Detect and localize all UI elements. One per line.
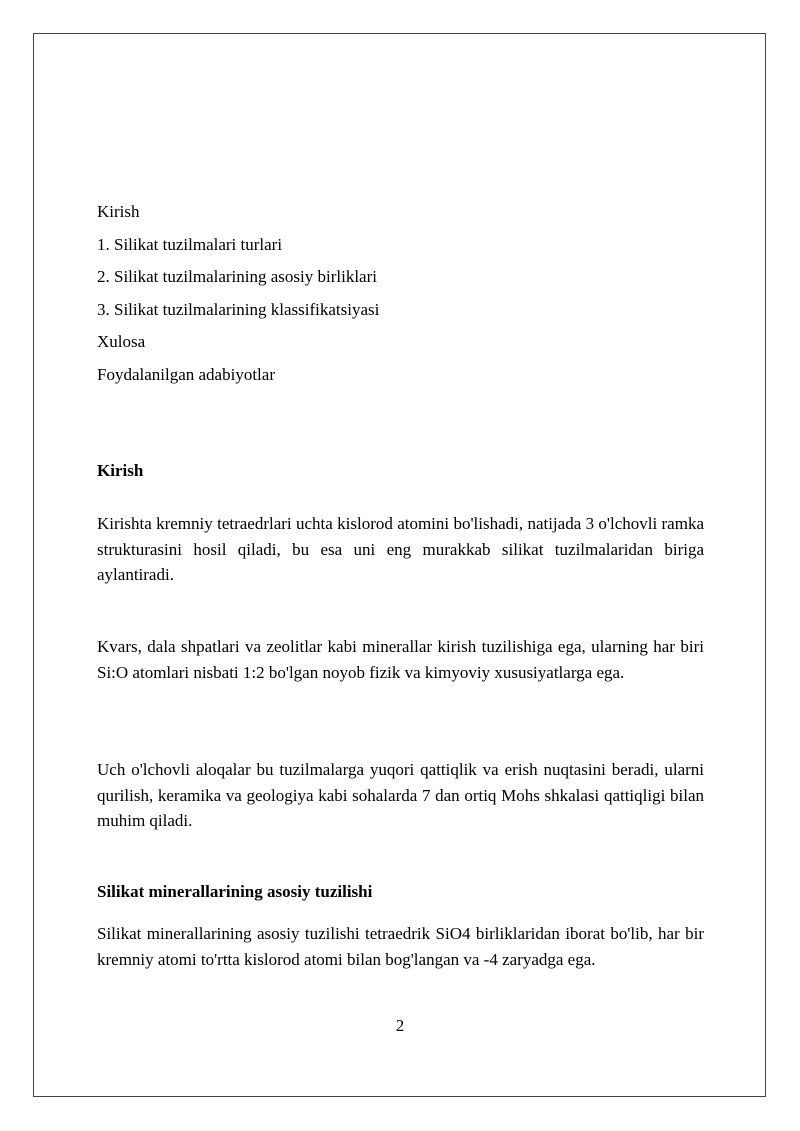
intro-paragraph: Kvars, dala shpatlari va zeolitlar kabi minerallar kirish tuzilishiga ega, ularning har biri Si:O atomlari nisbati 1:2 bo'lgan noyob fizik va kimyoviy xususiyatlarga ega.	[97, 637, 704, 682]
intro-heading: Kirish	[97, 461, 144, 480]
structure-heading: Silikat minerallarining asosiy tuzilishi	[97, 882, 373, 901]
toc-item-section-2: 2. Silikat tuzilmalarining asosiy birliklari	[97, 267, 377, 287]
toc-item-references: Foydalanilgan adabiyotlar	[97, 364, 275, 384]
toc-item-conclusion: Xulosa	[97, 332, 146, 352]
toc-item-section-1: 1. Silikat tuzilmalari turlari	[97, 234, 283, 254]
intro-paragraph: Kirishta kremniy tetraedrlari uchta kislorod atomini bo'lishadi, natijada 3 o'lchovli ramka strukturasini hosil qiladi, bu esa uni eng murakkab silikat tuzilmalaridan biriga aylantiradi.	[97, 514, 704, 584]
structure-paragraph: Silikat minerallarining asosiy tuzilishi tetraedrik SiO4 birliklaridan iborat bo'lib, har bir kremniy atomi to'rtta kislorod atomi bilan bog'langan va -4 zaryadga ega.	[97, 924, 704, 969]
toc-item-section-3: 3. Silikat tuzilmalarining klassifikatsiyasi	[97, 299, 380, 319]
table-of-contents	[97, 198, 704, 394]
intro-paragraph: Uch o'lchovli aloqalar bu tuzilmalarga yuqori qattiqlik va erish nuqtasini beradi, ularni qurilish, keramika va geologiya kabi sohalarda 7 dan ortiq Mohs shkalasi qattiqligi bilan muhim qiladi.	[97, 760, 704, 830]
toc-item-intro: Kirish	[97, 202, 140, 221]
page-number: 2	[395, 1016, 405, 1035]
